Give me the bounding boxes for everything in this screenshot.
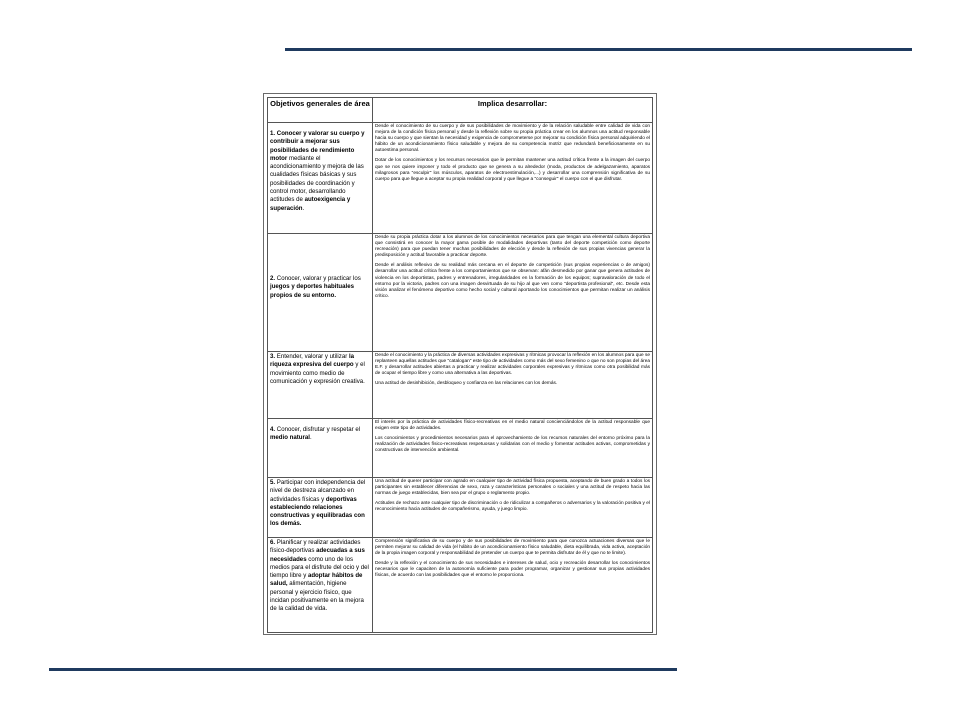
implica-cell <box>373 123 653 234</box>
objective-end-text: . <box>309 434 312 442</box>
implica-paragraph: Los conocimientos y procedimientos necesarios para el aprovechamiento de los recursos naturales del entorno próximo para la realización de actividades físico-recreativas respetuosas y solidarias con el medio y fomentar actitudes activas, comprometidas y constructivas de intervención ambiental. <box>375 436 650 454</box>
bottom-divider-line <box>49 668 677 671</box>
table-row <box>268 123 653 234</box>
table-row <box>268 478 653 538</box>
implica-cell <box>373 352 653 419</box>
objective-text: Conocer, disfrutar y respetar el <box>275 426 361 433</box>
objective-text: Conocer, valorar y practicar los <box>275 275 361 282</box>
implica-paragraph: Desde y la reflexión y el conocimiento de sus necesidades e intereses de salud, ocio y recreación desarrollar los conocimientos necesarios que le capaciten de la autonomía suficiente para poder programar, organizar y gestionar sus propias actividades físicas, de acuerdo con las posibilidades que el entorno le proporciona. <box>375 561 650 579</box>
implica-paragraph: Una actitud de querer participar con agrado en cualquier tipo de actividad física propuesta, aceptando de buen grado a todos los participantes sin establecer diferencias de sexo, raza y características personales o sociales y una actitud de respeto hacia las normas de juego establecidas, bien sea por el grupo o reglamento propio. <box>375 479 650 497</box>
table-row <box>268 419 653 478</box>
objective-text: Planificar y realizar actividades físico-deportivas <box>270 539 361 555</box>
implica-cell <box>373 419 653 478</box>
table-row <box>268 538 653 633</box>
objective-bold-text-2: adoptar hábitos de salud, <box>270 572 363 588</box>
implica-paragraph: Una actitud de desinhibición, desbloqueo y confianza en las relaciones con los demás. <box>375 381 558 387</box>
implica-paragraph: Dotar de los conocimientos y los recursos necesarios que le permitan mantener una actitud crítica frente a la imagen del cuerpo que se nos quiere imponer y todo el producto que se genera a su alrededor (moda, productos de adelgazamiento, aparatos milagrosos para "esculpir" los músculos, aparatos de electroestimulación,...) y desarrollar una comprensión significativa de su cuerpo para que llegue a aceptar su propia realidad corporal y que llegue a "conseguir" el cuerpo con el que disfrutar. <box>375 158 650 182</box>
objective-cell <box>268 234 373 352</box>
objective-number: 4. <box>270 426 276 433</box>
implica-paragraph: Actitudes de rechazo ante cualquier tipo de discriminación o de ridiculizar a compañeros o adversarios y la valoración positiva y el reconocimiento hacia actitudes de compañerismo, ayuda, y juego limpio. <box>375 501 650 513</box>
objective-number: 6. <box>270 539 276 546</box>
objective-rest-text: como uno de los medios para el disfrute del ocio y del tiempo libre y <box>270 555 369 580</box>
table-row <box>268 234 653 352</box>
table-header-row <box>268 98 653 123</box>
objective-text: mediante el acondicionamiento y mejora de las cualidades físicas básicas y sus posibilidades de coordinación y control motor, desarrollando actitudes de <box>270 154 364 204</box>
implica-paragraph: El interés por la práctica de actividades físico-recreativas en el medio natural concienciándolos de la actitud responsable que exigen este tipo de actividades. <box>375 420 650 432</box>
implica-paragraph: Desde su propia práctica dotar a los alumnos de los conocimientos necesarios para que tengan una elemental cultura deportiva que consistirá en conocer la mayor gama posible de modalidades deportivas (tanto del deporte competición como deporte recreación) para que puedan tener muchas posibilidades de elección y desde la reflexión de sus propias vivencias generar la predisposición y actitud favorable a practicar deporte. <box>375 235 650 259</box>
objective-bold-text: adecuadas a sus necesidades <box>270 547 365 563</box>
implica-paragraph: Desde el análisis reflexivo de su realidad más cercana en el deporte de competición (sus propias experiencias o de amigos) desarrollar una actitud crítica frente a los comportamientos que se observan: afán desmedido por ganar que genera actitudes de violencia en los deportistas, padres y entrenadores, irregularidades en la formación de los equipos; supravaloración de todo el entorno por la victoria, padres con una imagen desvirtuada de su hijo al que ven como "deportista profesional", etc. Desde esta visión analizar el fenómeno deportivo como hecho social y cultural aportando los conocimientos que permitan realizar un análisis crítico. <box>375 263 650 299</box>
implica-cell <box>373 478 653 538</box>
objective-cell <box>268 538 373 633</box>
implica-cell <box>373 234 653 352</box>
objective-bold-text: deportivas estableciendo relaciones constructivas y equilibradas con los demás. <box>270 495 365 528</box>
implica-cell <box>373 538 653 633</box>
header-objectives: Objetivos generales de área <box>268 98 373 123</box>
objective-bold-text: medio natural <box>270 434 310 442</box>
objective-number: 2. <box>270 275 276 282</box>
objective-cell <box>268 352 373 419</box>
document-table-image <box>263 93 657 635</box>
objective-number: 1. <box>270 130 276 137</box>
objective-text: Entender, valorar y utilizar <box>275 353 349 360</box>
objective-bold-text: Conocer y valorar su cuerpo y contribuir a mejorar sus posibilidades de rendimiento motor <box>270 130 365 162</box>
objective-bold-text-2: autoexigencia y superación <box>270 196 351 212</box>
implica-paragraph: Desde el conocimiento de su cuerpo y de sus posibilidades de movimiento y de la relación saludable entre calidad de vida con mejora de la condición física personal y desde la reflexión sobre su propia práctica crear en los alumnos una actitud responsable hacia su cuerpo y que sientan la necesidad y exigencia de comprometerse por mejorar su condición física personal adquiriendo el hábito de un acondicionamiento físico saludable y mejora de su competencia motriz que redundará beneficiosamente en su autoestima personal. <box>375 124 650 154</box>
table-row <box>268 352 653 419</box>
objective-end-text: . <box>302 204 305 212</box>
objective-text: Participar con independencia del nivel de destreza alcanzado en actividades físicas y <box>270 479 366 503</box>
objective-number: 3. <box>270 353 276 360</box>
objective-rest-text: y el movimiento como medio de comunicación y expresión creativa. <box>270 361 365 385</box>
objective-cell <box>268 478 373 538</box>
objective-bold-text: juegos y deportes habituales propios de su entorno. <box>270 283 354 299</box>
objective-bold-text: la riqueza expresiva del cuerpo <box>270 353 355 369</box>
objective-cell <box>268 419 373 478</box>
objective-number: 5. <box>270 479 276 486</box>
implica-paragraph: Desde el conocimiento y la práctica de diversas actividades expresivas y rítmicas provocar la reflexión en los alumnos para que se replanteen aquellas actitudes que "catalogan" este tipo de actividades como más del sexo femenino o que no son propias del área E.F. y desarrollar actitudes abiertas a practicar y realizar actividades corporales expresivas y rítmicas como otra posibilidad más de ocupar el tiempo libre y como una alternativa a las deportivas. <box>375 353 650 377</box>
objective-cell <box>268 123 373 234</box>
objective-end-text: alimentación, higiene personal y ejercicio físico, que incidan positivamente en la mejora de la calidad de vida. <box>270 580 364 613</box>
objectives-table <box>267 97 653 633</box>
header-implica: Implica desarrollar: <box>373 98 653 123</box>
implica-paragraph: Comprensión significativa de su cuerpo y de sus posibilidades de movimiento para que conozca actuaciones diversas que le permiten mejorar su calidad de vida (el hábito de un acondicionamiento físico saludable, dieta equilibrada, vida activa, aceptación de la propia imagen corporal y responsabilidad de pretender un cuerpo que te permita disfrutar de él y que no te limite). <box>375 539 650 557</box>
top-divider-line <box>285 48 912 51</box>
